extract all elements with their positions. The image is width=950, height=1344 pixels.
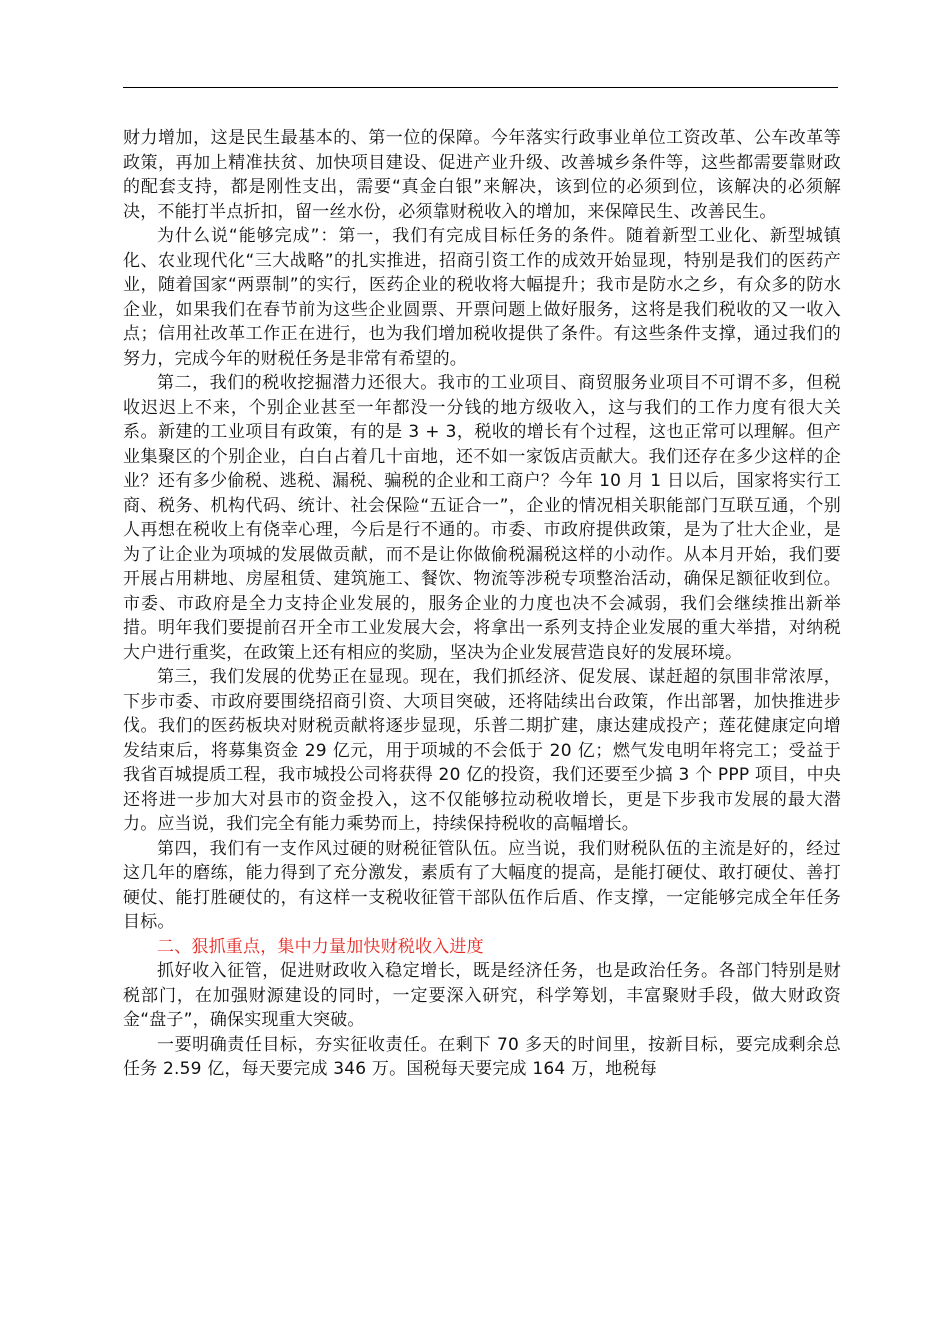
paragraph-continuation: 财力增加，这是民生最基本的、第一位的保障。今年落实行政事业单位工资改革、公车改革等政策，再加上精准扶贫、加快项目建设、促进产业升级、改善城乡条件等，这些都需要靠财政的配套支持，都是刚性支出，需要“真金白银”来解决，该到位的必须到位，该解决的必须解决，不能打半点折扣，留一丝水份，必须靠财税收入的增加，来保障民生、改善民生。: [123, 128, 841, 222]
paragraph-collection-management: 抓好收入征管，促进财政收入稳定增长，既是经济任务，也是政治任务。各部门特别是财税部门，在加强财源建设的同时，一定要深入研究，科学筹划，丰富聚财手段，做大财政资金“盘子”，确保实现重大突破。: [123, 961, 841, 1030]
paragraph-first-requirement: 一要明确责任目标，夯实征收责任。在剩下 70 多天的时间里，按新目标，要完成剩余总任务 2.59 亿，每天要完成 346 万。国税每天要完成 164 万，地税每: [123, 1034, 841, 1079]
header-rule: [123, 87, 838, 88]
section-heading-two: 二、狠抓重点，集中力量加快财税收入进度: [157, 936, 484, 957]
paragraph-third-point: 第三，我们发展的优势正在显现。现在，我们抓经济、促发展、谋赶超的氛围非常浓厚，下步市委、市政府要围绕招商引资、大项目突破，还将陆续出台政策，作出部署，加快推进步伐。我们的医药板块对财税贡献将逐步显现，乐普二期扩建，康达建成投产；莲花健康定向增发结束后，将募集资金 29 亿元，用于项城的不会低于 20 亿；燃气发电明年将完工；受益于我省百城提质工程，我市城投公司将获得 20 亿的投资，我们还要至少搞 3 个 PPP 项目，中央还将进一步加大对县市的资金投入，这不仅能够拉动税收增长，更是下步我市发展的最大潜力。应当说，我们完全有能力乘势而上，持续保持税收的高幅增长。: [123, 667, 841, 834]
paragraph-fourth-point: 第四，我们有一支作风过硬的财税征管队伍。应当说，我们财税队伍的主流是好的，经过这几年的磨练，能力得到了充分激发，素质有了大幅度的提高，是能打硬仗、敢打硬仗、善打硬仗、能打胜硬仗的，有这样一支税收征管干部队伍作后盾、作支撑，一定能够完成全年任务目标。: [123, 838, 841, 932]
paragraph-second-point: 第二，我们的税收挖掘潜力还很大。我市的工业项目、商贸服务业项目不可谓不多，但税收迟迟上不来，个别企业甚至一年都没一分钱的地方级收入，这与我们的工作力度有很大关系。新建的工业项目有政策，有的是 3 + 3，税收的增长有个过程，这也正常可以理解。但产业集聚区的个别企业，白白占着几十亩地，还不如一家饭店贡献大。我们还存在多少这样的企业？还有多少偷税、逃税、漏税、骗税的企业和工商户？今年 10 月 1 日以后，国家将实行工商、税务、机构代码、统计、社会保险“五证合一”，企业的情况相关职能部门互联互通，个别人再想在税收上有侥幸心理，今后是行不通的。市委、市政府提供政策，是为了壮大企业，是为了让企业为项城的发展做贡献，而不是让你做偷税漏税这样的小动作。从本月开始，我们要开展占用耕地、房屋租赁、建筑施工、餐饮、物流等涉税专项整治活动，确保足额征收到位。市委、市政府是全力支持企业发展的，服务企业的力度也决不会减弱，我们会继续推出新举措。明年我们要提前召开全市工业发展大会，将拿出一系列支持企业发展的重大举措，对纳税大户进行重奖，在政策上还有相应的奖励，坚决为企业发展营造良好的发展环境。: [123, 373, 841, 663]
paragraph-why-achievable: 为什么说“能够完成”：第一，我们有完成目标任务的条件。随着新型工业化、新型城镇化、农业现代化“三大战略”的扎实推进，招商引资工作的成效开始显现，特别是我们的医药产业，随着国家“两票制”的实行，医药企业的税收将大幅提升；我市是防水之乡，有众多的防水企业，如果我们在春节前为这些企业圆票、开票问题上做好服务，这将是我们税收的又一收入点；信用社改革工作正在进行，也为我们增加税收提供了条件。有这些条件支撑，通过我们的努力，完成今年的财税任务是非常有希望的。: [123, 226, 841, 369]
document-body: [123, 126, 841, 1082]
